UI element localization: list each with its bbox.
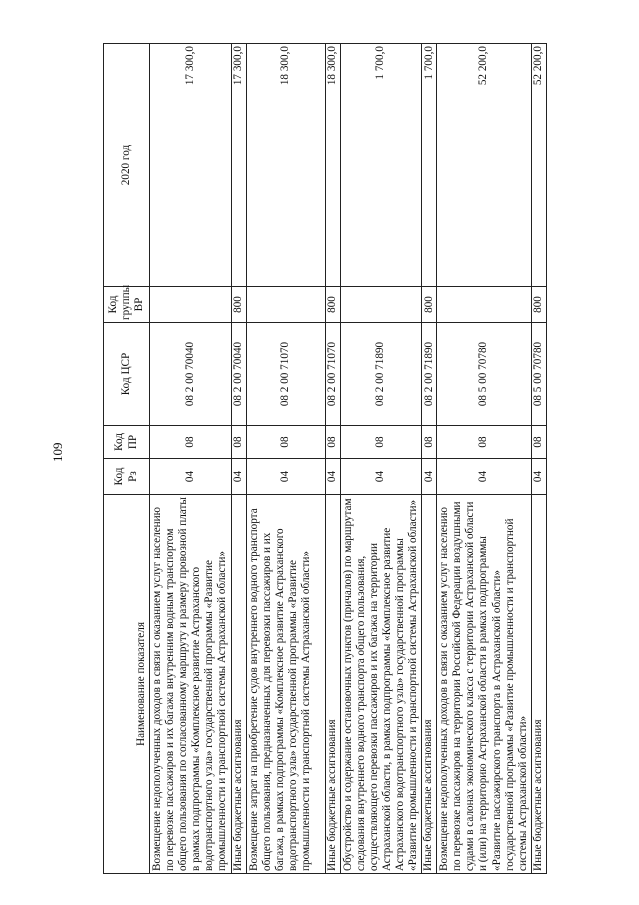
row-name: Иные бюджетные ассигнования <box>531 495 546 874</box>
row-rz: 04 <box>531 459 546 495</box>
row-vr <box>437 287 532 323</box>
row-csr: 08 2 00 71070 <box>246 323 325 426</box>
row-amount: 17 300,0 <box>150 44 232 287</box>
table-row <box>531 44 546 874</box>
table-row <box>340 44 422 874</box>
col-header-name: Наименование показателя <box>104 495 150 874</box>
row-csr: 08 2 00 71070 <box>325 323 340 426</box>
table-row <box>325 44 340 874</box>
budget-table <box>103 43 547 874</box>
col-header-csr: Код ЦСР <box>104 323 150 426</box>
row-name: Иные бюджетные ассигнования <box>231 495 246 874</box>
row-amount: 17 300,0 <box>231 44 246 287</box>
row-amount: 18 300,0 <box>246 44 325 287</box>
row-name: Иные бюджетные ассигнования <box>422 495 437 874</box>
row-amount: 52 200,0 <box>531 44 546 287</box>
row-pr: 08 <box>231 426 246 459</box>
row-csr: 08 2 00 70040 <box>150 323 232 426</box>
row-rz: 04 <box>246 459 325 495</box>
table-row <box>437 44 532 874</box>
row-csr: 08 2 00 71890 <box>422 323 437 426</box>
row-amount: 18 300,0 <box>325 44 340 287</box>
row-amount: 1 700,0 <box>340 44 422 287</box>
table-row <box>246 44 325 874</box>
row-vr <box>340 287 422 323</box>
row-csr: 08 5 00 70780 <box>437 323 532 426</box>
col-header-pr: Код ПР <box>104 426 150 459</box>
row-name: Иные бюджетные ассигнования <box>325 495 340 874</box>
row-pr: 08 <box>340 426 422 459</box>
row-pr: 08 <box>246 426 325 459</box>
row-vr: 800 <box>231 287 246 323</box>
row-rz: 04 <box>422 459 437 495</box>
row-rz: 04 <box>325 459 340 495</box>
col-header-rz: Код Рз <box>104 459 150 495</box>
row-name: Возмещение недополученных доходов в связи с оказанием услуг населению по перевозке пассажиров и их багажа внутренним водным транспортом общего пользования по согласованному маршруту и размеру провозной платы в рамках подпрограммы «Комплексное развитие Астраханского водотранспортного узла» государственной программы «Развитие промышленности и транспортной системы Астраханской области» <box>150 495 232 874</box>
page-number: 109 <box>50 442 65 462</box>
row-amount: 1 700,0 <box>422 44 437 287</box>
row-pr: 08 <box>531 426 546 459</box>
row-pr: 08 <box>150 426 232 459</box>
table-row <box>231 44 246 874</box>
row-vr <box>150 287 232 323</box>
row-rz: 04 <box>150 459 232 495</box>
row-pr: 08 <box>325 426 340 459</box>
row-vr: 800 <box>422 287 437 323</box>
row-vr <box>246 287 325 323</box>
table-header-row <box>104 44 150 874</box>
row-pr: 08 <box>422 426 437 459</box>
col-header-vr: Код группы ВР <box>104 287 150 323</box>
table-row <box>150 44 232 874</box>
row-vr: 800 <box>531 287 546 323</box>
row-name: Возмещение затрат на приобретение судов внутреннего водного транспорта общего пользования, предназначенных для перевозки пассажиров и их багажа, в рамках подпрограммы «Комплексное развитие Астраханского водотранспортного узла» государственной программы «Развитие промышленности и транспортной системы Астраханской области» <box>246 495 325 874</box>
row-name: Обустройство и содержание остановочных пунктов (причалов) по маршрутам следования внутреннего водного транспорта общего пользования, осуществляющего перевозки пассажиров и их багажа на территории Астраханской области, в рамках подпрограммы «Комплексное развитие Астраханского водотранспортного узла» государственной программы «Развитие промышленности и транспортной системы Астраханской области» <box>340 495 422 874</box>
row-amount: 52 200,0 <box>437 44 532 287</box>
row-csr: 08 2 00 71890 <box>340 323 422 426</box>
row-vr: 800 <box>325 287 340 323</box>
row-rz: 04 <box>340 459 422 495</box>
table-row <box>422 44 437 874</box>
row-name: Возмещение недополученных доходов в связи с оказанием услуг населению по перевозке пассажиров на территории Российской Федерации воздушными судами в салонах экономического класса с территории Астраханской области и (или) на территорию Астраханской области в рамках подпрограммы «Развитие пассажирского транспорта в Астраханской области» государственной программы «Развитие промышленности и транспортной системы Астраханской области» <box>437 495 532 874</box>
row-csr: 08 2 00 70040 <box>231 323 246 426</box>
row-csr: 08 5 00 70780 <box>531 323 546 426</box>
col-header-year: 2020 год <box>104 44 150 287</box>
row-rz: 04 <box>437 459 532 495</box>
row-rz: 04 <box>231 459 246 495</box>
row-pr: 08 <box>437 426 532 459</box>
rotated-page <box>103 44 545 874</box>
